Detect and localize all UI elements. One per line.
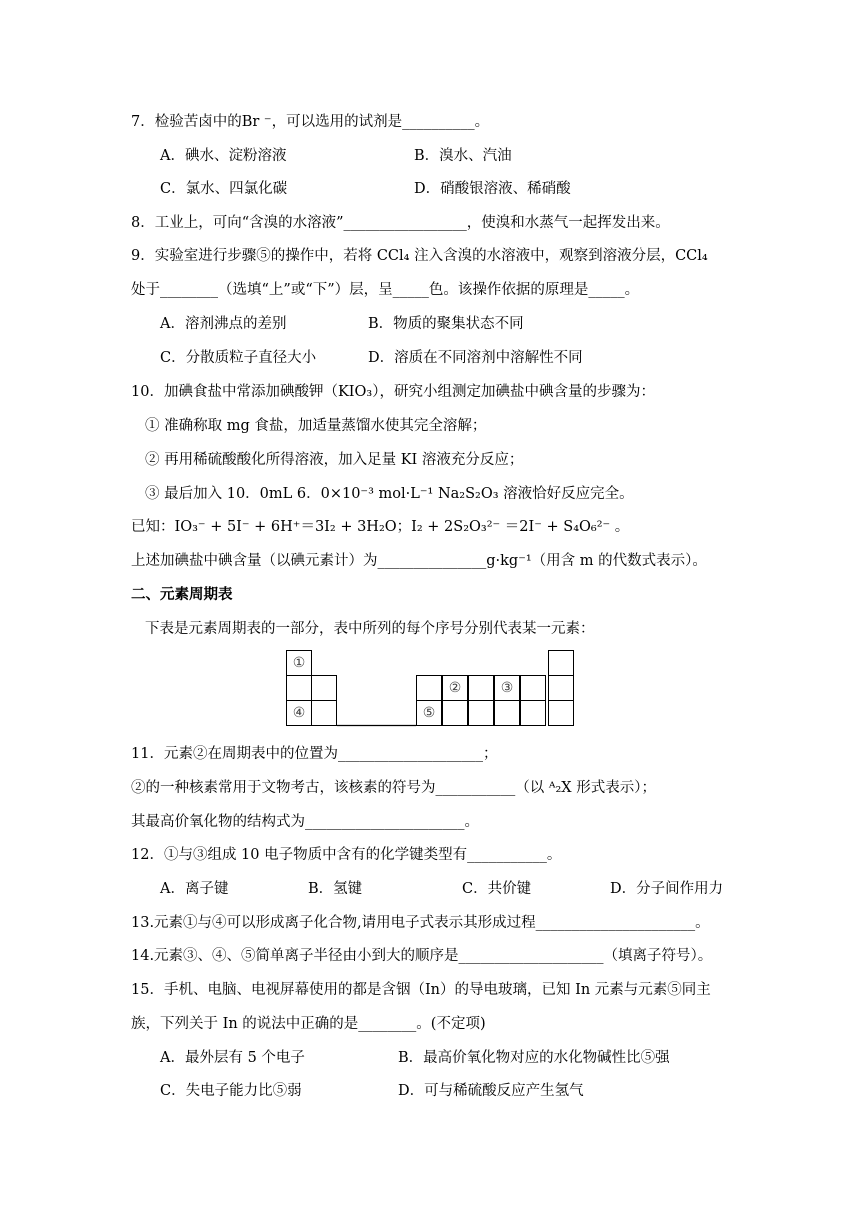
q10-question: 上述加碘盐中碘含量（以碘元素计）为_______________g·kg⁻¹（用含 m 的代数式表示）。 xyxy=(131,553,707,569)
q7-option-a: A．碘水、淀粉溶液 xyxy=(160,148,287,164)
q12-option-b: B．氢键 xyxy=(308,881,363,897)
table-mark-1: ① xyxy=(292,655,306,671)
q9-option-a: A．溶剂沸点的差别 xyxy=(160,316,287,332)
q11-line1: 11．元素②在周期表中的位置为____________________； xyxy=(131,746,498,762)
q12-option-c: C．共价键 xyxy=(462,881,532,897)
q15-stem-line1: 15．手机、电脑、电视屏幕使用的都是含铟（In）的导电玻璃，已知 In 元素与元素⑤同主 xyxy=(131,982,711,998)
table-mark-2: ② xyxy=(448,680,462,696)
table-mark-3: ③ xyxy=(500,680,514,696)
section-2-title: 二、元素周期表 xyxy=(131,587,233,603)
q8-stem: 8．工业上，可向“含溴的水溶液”_________________，使溴和水蒸气一起挥发出来。 xyxy=(131,215,670,231)
q13-stem: 13.元素①与④可以形成离子化合物,请用电子式表示其形成过程______________________。 xyxy=(131,915,710,931)
table-mark-4: ④ xyxy=(292,705,306,721)
q12-stem: 12．①与③组成 10 电子物质中含有的化学键类型有___________。 xyxy=(131,847,562,863)
q9-stem-line1: 9．实验室进行步骤⑤的操作中，若将 CCl₄ 注入含溴的水溶液中，观察到溶液分层，CCl₄ xyxy=(131,248,708,264)
q9-option-b: B．物质的聚集状态不同 xyxy=(368,316,524,332)
q15-stem-line2: 族，下列关于 In 的说法中正确的是________。(不定项) xyxy=(131,1016,486,1032)
q15-option-d: D．可与稀硫酸反应产生氢气 xyxy=(398,1083,584,1099)
q10-step-1: ① 准确称取 mg 食盐，加适量蒸馏水使其完全溶解； xyxy=(145,418,487,434)
q10-step-3: ③ 最后加入 10．0mL 6．0×10⁻³ mol·L⁻¹ Na₂S₂O₃ 溶液恰好反应完全。 xyxy=(145,486,634,502)
q7-option-c: C．氯水、四氯化碳 xyxy=(160,181,288,197)
q9-option-c: C．分散质粒子直径大小 xyxy=(160,350,317,366)
q10-stem: 10．加碘食盐中常添加碘酸钾（KIO₃），研究小组测定加碘盐中碘含量的步骤为： xyxy=(131,384,655,400)
q15-option-c: C．失电子能力比⑤弱 xyxy=(160,1083,302,1099)
q7-option-b: B．溴水、汽油 xyxy=(414,148,512,164)
section-2-intro: 下表是元素周期表的一部分，表中所列的每个序号分别代表某一元素： xyxy=(145,621,595,637)
q15-option-a: A．最外层有 5 个电子 xyxy=(160,1050,305,1066)
q12-option-d: D．分子间作用力 xyxy=(610,881,724,897)
q11-line2: ②的一种核素常用于文物考古，该核素的符号为___________（以 ᴬ₂X 形式表示）； xyxy=(131,780,656,796)
q9-option-d: D．溶质在不同溶剂中溶解性不同 xyxy=(368,350,583,366)
q7-option-d: D．硝酸银溶液、稀硝酸 xyxy=(414,181,571,197)
q11-line3: 其最高价氧化物的结构式为______________________。 xyxy=(131,814,479,830)
q10-known-equations: 已知：IO₃⁻ + 5I⁻ + 6H⁺＝3I₂ + 3H₂O；I₂ + 2S₂O₃²⁻ ＝2I⁻ + S₄O₆²⁻ 。 xyxy=(131,519,630,535)
q9-stem-line2: 处于________（选填“上”或“下”）层，呈_____色。该操作依据的原理是_____。 xyxy=(131,282,640,298)
q15-option-b: B．最高价氧化物对应的水化物碱性比⑤强 xyxy=(398,1050,670,1066)
q10-step-2: ② 再用稀硫酸酸化所得溶液，加入足量 KI 溶液充分反应； xyxy=(145,452,524,468)
q14-stem: 14.元素③、④、⑤简单离子半径由小到大的顺序是____________________（填离子符号）。 xyxy=(131,948,713,964)
q7-stem: 7．检验苦卤中的Br ⁻，可以选用的试剂是__________。 xyxy=(131,114,490,130)
table-mark-5: ⑤ xyxy=(422,705,436,721)
q12-option-a: A．离子键 xyxy=(160,881,229,897)
